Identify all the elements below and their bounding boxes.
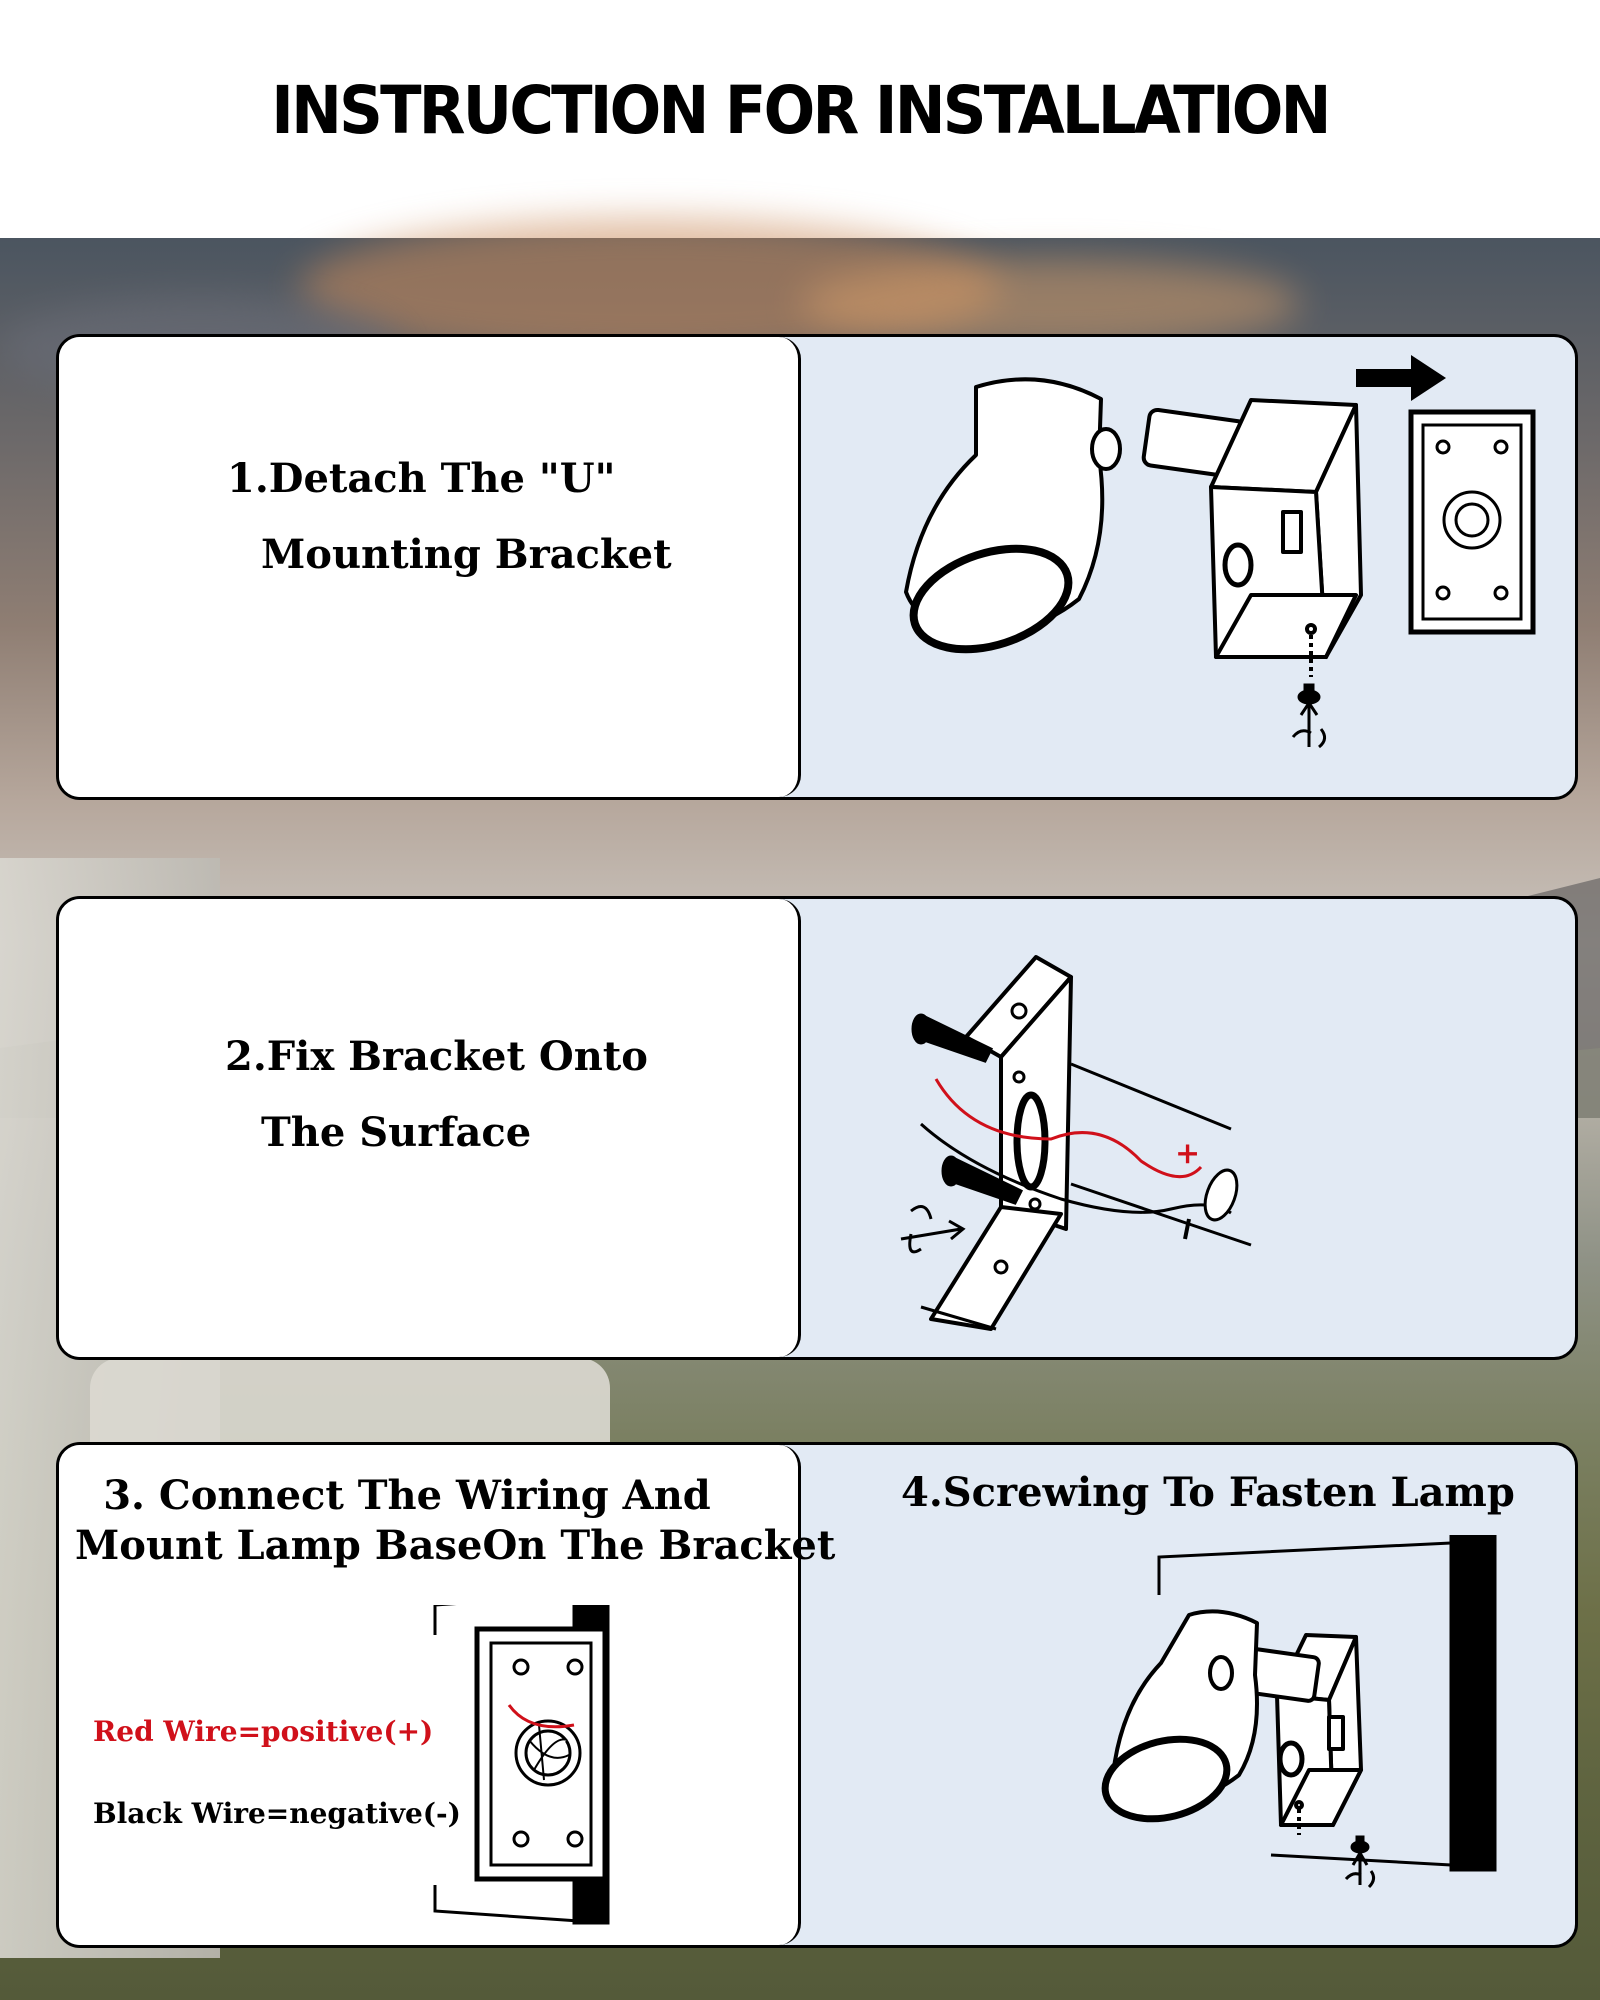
wire-end-icon [1199, 1166, 1243, 1224]
plus-mark: + [1175, 1136, 1201, 1171]
step-3-diagram [369, 1605, 729, 1941]
step-2-text-panel [59, 899, 801, 1357]
mounting-plate-icon [1411, 412, 1533, 632]
red-wire-label: Red Wire=positive(+) [93, 1715, 434, 1748]
step-3-text [75, 1471, 836, 1571]
step-3-4-card [56, 1442, 1578, 1948]
step-2-card [56, 896, 1578, 1360]
step-4-text [901, 1465, 1515, 1521]
step-4-line-1: 4.Screwing To Fasten Lamp [901, 1469, 1515, 1516]
step-1-line-1: 1.Detach The "U" [227, 455, 616, 502]
step-2-line-2: The Surface [261, 1109, 532, 1156]
header [0, 0, 1600, 238]
step-1-text [227, 441, 672, 593]
guide-lines [1071, 1064, 1251, 1245]
bracket-icon [1211, 400, 1361, 677]
step-2-text [225, 1019, 648, 1171]
step-3-line-2: Mount Lamp BaseOn The Bracket [75, 1522, 836, 1569]
step-3-line-1: 3. Connect The Wiring And [103, 1472, 711, 1519]
black-wire-label: Black Wire=negative(-) [93, 1797, 461, 1830]
step-3-panel [59, 1445, 836, 1945]
plus-mark-icon [1175, 1136, 1200, 1171]
step-2-line-1: 2.Fix Bracket Onto [225, 1033, 648, 1080]
screw-icon [1352, 1837, 1368, 1852]
step-1-diagram [801, 337, 1578, 800]
mounting-plate-icon [477, 1629, 605, 1879]
step-4-diagram [801, 1535, 1578, 1948]
step-1-card [56, 334, 1578, 800]
rotate-icon [1293, 703, 1325, 747]
step-1-text-panel [59, 337, 801, 797]
arrow-right-icon [1356, 355, 1446, 401]
rotate-icon [901, 1207, 963, 1252]
page-title: INSTRUCTION FOR INSTALLATION [271, 72, 1329, 149]
step-1-line-2: Mounting Bracket [261, 531, 672, 578]
step-2-diagram [801, 899, 1578, 1360]
